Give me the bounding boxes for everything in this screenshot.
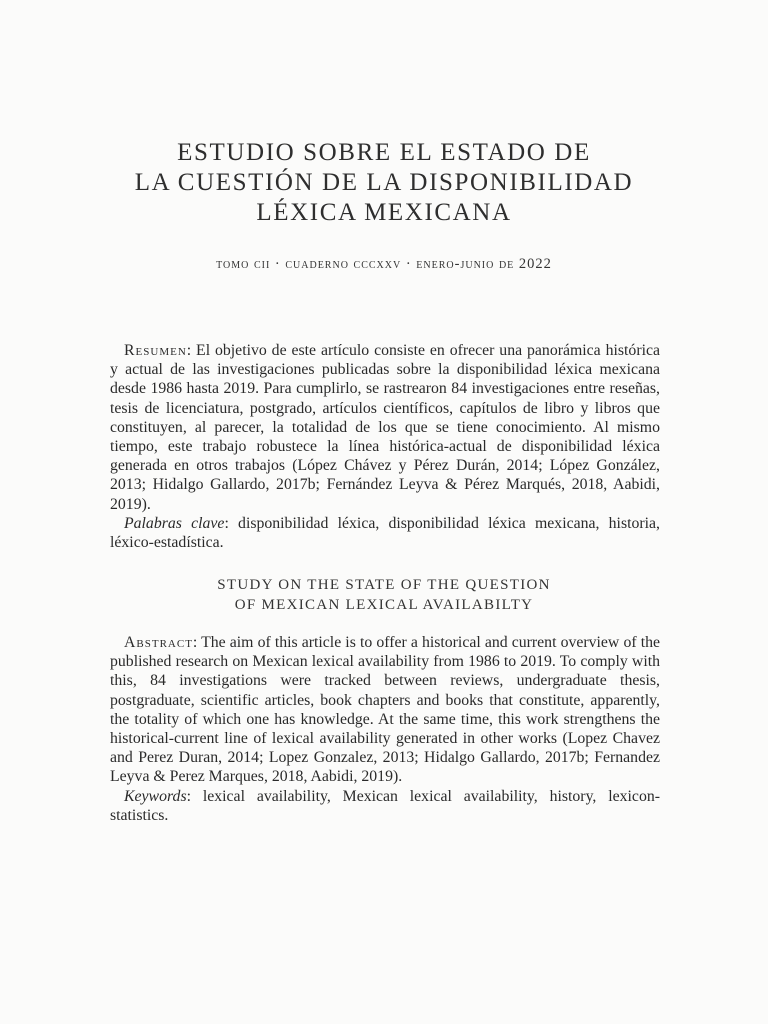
issue-info: tomo cii · cuaderno cccxxv · enero-junio de 2022 [216, 256, 552, 272]
resumen-label: Resumen [124, 342, 187, 359]
palabras-clave-paragraph [110, 514, 660, 552]
resumen-paragraph [110, 341, 660, 514]
article-title [84, 138, 684, 228]
keywords-label: Keywords [124, 787, 187, 805]
title-line-3: LÉXICA MEXICANA [256, 199, 512, 226]
keywords-text: : lexical availability, Mexican lexical availability, history, lexicon-statistics. [110, 787, 660, 824]
palabras-clave-text: : disponibilidad léxica, disponibilidad léxica mexicana, historia, léxico-estadística. [110, 514, 660, 552]
title-line-2: LA CUESTIÓN DE LA DISPONIBILIDAD [134, 169, 634, 196]
title-line-1: ESTUDIO SOBRE EL ESTADO DE [177, 139, 591, 166]
abstract-text: : The aim of this article is to offer a historical and current overview of the published research on Mexican lexical availability from 1986 to 2019. To comply with this, 84 investigations were tracked between reviews, undergraduate thesis, postgraduate, scientific articles, book chapters and books that constitute, apparently, the totality of which one has knowledge. At the same time, this work strengthens the historical-current line of lexical availability generated in other works (Lopez Chavez and Perez Duran, 2014; Lopez Gonzalez, 2013; Hidalgo Gallardo, 2017b; Fernandez Leyva & Perez Marques, 2018, Aabidi, 2019). [110, 634, 660, 786]
abstract-paragraph [110, 633, 660, 787]
english-title-line-1: STUDY ON THE STATE OF THE QUESTION [217, 577, 551, 593]
english-title-line-2: OF MEXICAN LEXICAL AVAILABILTY [234, 597, 534, 613]
resumen-text: : El objetivo de este artículo consiste en ofrecer una panorámica histórica y actual de las investigaciones publicadas sobre la disponibilidad léxica mexicana desde 1986 hasta 2019. Para cumplirlo, se rastrearon 84 investigaciones entre reseñas, tesis de licenciatura, postgrado, artículos científicos, capítulos de libro y libros que constituyen, al parecer, la totalidad de los que se tiene conocimiento. Al mismo tiempo, este trabajo robustece la línea histórica-actual de disponibilidad léxica generada en otros trabajos (López Chávez y Pérez Durán, 2014; López González, 2013; Hidalgo Gallardo, 2017b; Fernández Leyva & Pérez Marqués, 2018, Aabidi, 2019). [110, 342, 660, 513]
keywords-paragraph [110, 787, 660, 825]
palabras-clave-label: Palabras clave [124, 514, 225, 532]
abstract-section [110, 633, 660, 825]
resumen-section [110, 341, 660, 552]
english-title [84, 575, 684, 615]
abstract-label: Abstract [124, 634, 193, 651]
